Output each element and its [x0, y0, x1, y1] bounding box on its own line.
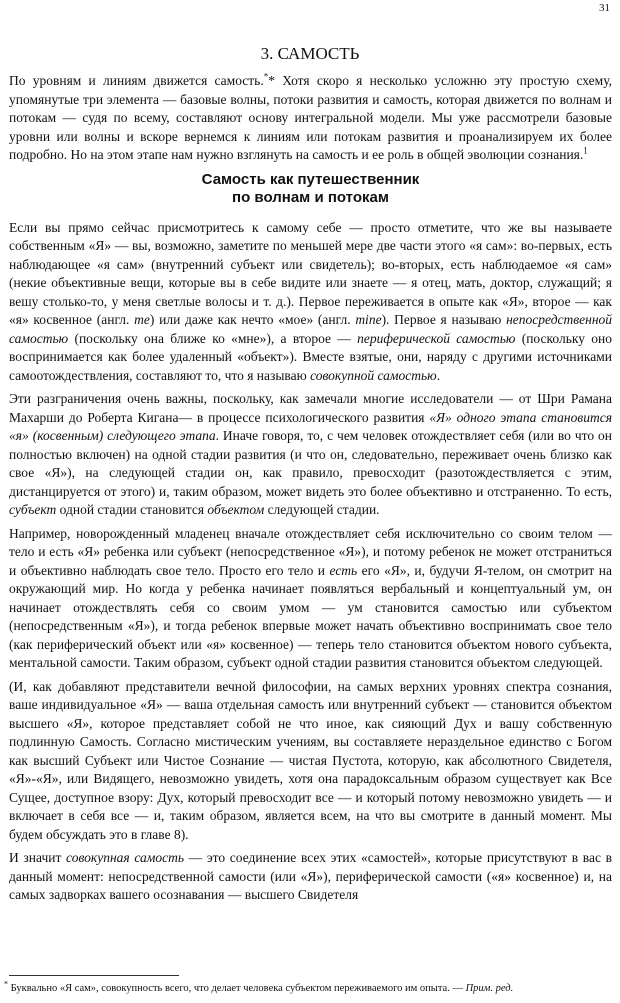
italic-run: «Я» одного этапа становится «я» (косвенным) следующего этапа — [9, 409, 612, 443]
section-heading-line2: по волнам и потокам — [232, 188, 389, 206]
page-body — [9, 72, 612, 910]
text-run: (поскольку она ближе ко «мне»), а второе — — [68, 330, 358, 346]
text-run: (поскольку оно воспринимается как более удаленный «объект»). Вместе взятые, они, наряду с другими источниками самоотождествления, составляют то, что я называю — [9, 330, 612, 383]
paragraph-1 — [9, 219, 612, 386]
italic-run: субъект — [9, 502, 57, 517]
italic-run: периферической самостью — [357, 330, 516, 346]
italic-run: совокупная самость — [66, 850, 184, 865]
italic-run: совокупной самостью — [310, 367, 437, 383]
italic-run: есть — [329, 562, 358, 578]
text-run: * Хотя скоро я несколько усложню эту простую схему, упомянутые три элемента — базовые волны, потоки развития и самость, которая движется по волнам и потокам — судя по всему, составляют основу интегральной модели. Мы уже рассмотрели базовые уровни или волны и вскоре вернемся к линиям или потокам развития и проанализируем их более подробно. Но на этом этапе нам нужно взглянуть на самость и ее роль в общей эволюции сознания. — [9, 73, 612, 162]
paragraph-4 — [9, 678, 612, 845]
text-run: ). Первое я называю — [381, 312, 507, 327]
paragraph-5 — [9, 849, 612, 905]
footnote — [4, 979, 616, 994]
text-run: ) или даже как нечто «мое» (англ. — [149, 312, 356, 327]
footnote-divider — [9, 975, 179, 976]
chapter-title: 3. САМОСТЬ — [260, 44, 360, 63]
text-run: Например, новорожденный младенец вначале отождествляет себя исключительно со своим телом — тело и есть «Я» ребенка или субъект (непосредственное «Я»), и потому ребенок не может отстраниться и объективно наблюдать свое тело. Просто его тело и — [9, 525, 612, 578]
footnote-mark: * — [4, 979, 8, 989]
italic-run: непосредственной самостью — [9, 312, 613, 346]
footnote-ref[interactable]: 1 — [583, 145, 588, 156]
intro-paragraph — [9, 72, 612, 165]
footnote-text: Буквально «Я сам», совокупность всего, что делает человека субъектом переживаемого им опыта. — — [8, 983, 466, 994]
text-run: По уровням и линиям движется самость. — [9, 73, 264, 88]
text-run: Эти разграничения очень важны, поскольку, как замечали многие исследователи — от Шри Рамана Махарши до Роберта Кигана— в процессе психологического развития — [9, 391, 612, 425]
section-heading-line1: Самость как путешественник — [201, 170, 420, 188]
text-run: (И, как добавляют представители вечной философии, на самых верхних уровнях спектра сознания, ваше индивидуальное «Я» — ваша отдельная самость или внутренний субъект — становится объектом высшего «Я», которое представляет собой не что иное, как сияющий Дух и вашу собственную подлинную Самость. Согласно мистическим учениям, вы составляете нераздельное единство с Богом как высший Субъект или Чистое Сознание — чистая Пустота, которую, как абсолютного Свидетеля, «Я»-«Я», или Видящего, невозможно увидеть, хотя она парадоксальным образом существует как Все Сущее, доступное взору: Дух, который превосходит все — и который потому невозможно увидеть — и включает в себя все — и, таким образом, является всем, на что вы смотрите в данный момент. Мы будем обсуждать это в главе 8). — [9, 678, 612, 842]
text-run: следующей стадии. — [264, 502, 380, 517]
paragraph-3 — [9, 525, 612, 673]
text-run: И значит — [9, 850, 67, 865]
text-run: . Иначе говоря, то, с чем человек отождествляет себя (или во что он полностью включен) на одной стадии развития (и что он, следовательно, переживает очень близко как свое «Я»), на следующей стадии он, как правило, превосходит (разотождествляется с этим, дистанцируется от этого) и, таким образом, может видеть это более объективно и отстраненно. То есть, — [9, 428, 612, 499]
page-number: 31 — [599, 2, 610, 14]
paragraph-2 — [9, 390, 612, 520]
text-run: одной стадии становится — [56, 502, 208, 517]
italic-run: mine — [355, 312, 382, 327]
text-run: — это соединение всех этих «самостей», которые присутствуют в вас в данный момент: непосредственной самости (или «Я»), периферической самости («я» косвенное) и, на самых задворках вашего осознавания — высшего Свидетеля — [9, 850, 613, 902]
italic-run: объектом — [207, 502, 265, 517]
text-run: Если вы прямо сейчас присмотритесь к самому себе — просто отметите, что же вы называете собственным «Я» — вы, возможно, заметите по меньшей мере две части этого «я сам»: во-первых, есть наблюдающее «я сам» (внутренний субъект или свидетель); во-вторых, есть наблюдаемое «я сам» (некие объективные вещи, которые вы в себе видите или знаете — я отец, мать, доктор, служащий; я вешу столько-то, у меня светлые волосы и т. д.). Первое переживается в опыте как «Я», второе — как «я» косвенное (англ. — [9, 219, 612, 327]
section-heading — [9, 171, 612, 207]
text-run: его «Я», и, будучи Я-телом, он смотрит на окружающий мир. Но когда у ребенка начинает появляться вербальный и концептуальный ум, он начинает отождествлять себя со своим умом — ум становится самостью или субъектом (непосредственным «Я»), и тогда ребенок впервые может начать объективно воспринимать свое тело (как периферический объект или «я» косвенное) — теперь тело становится объектом нового субъекта, ментальной самости. Таким образом, субъект одной стадии развития становится объектом следующей. — [9, 562, 612, 670]
footnote-editor-note: Прим. ред. — [465, 983, 514, 994]
italic-run: me — [134, 312, 150, 327]
footnote-marker[interactable]: * — [263, 71, 269, 82]
text-run: . — [436, 367, 441, 383]
